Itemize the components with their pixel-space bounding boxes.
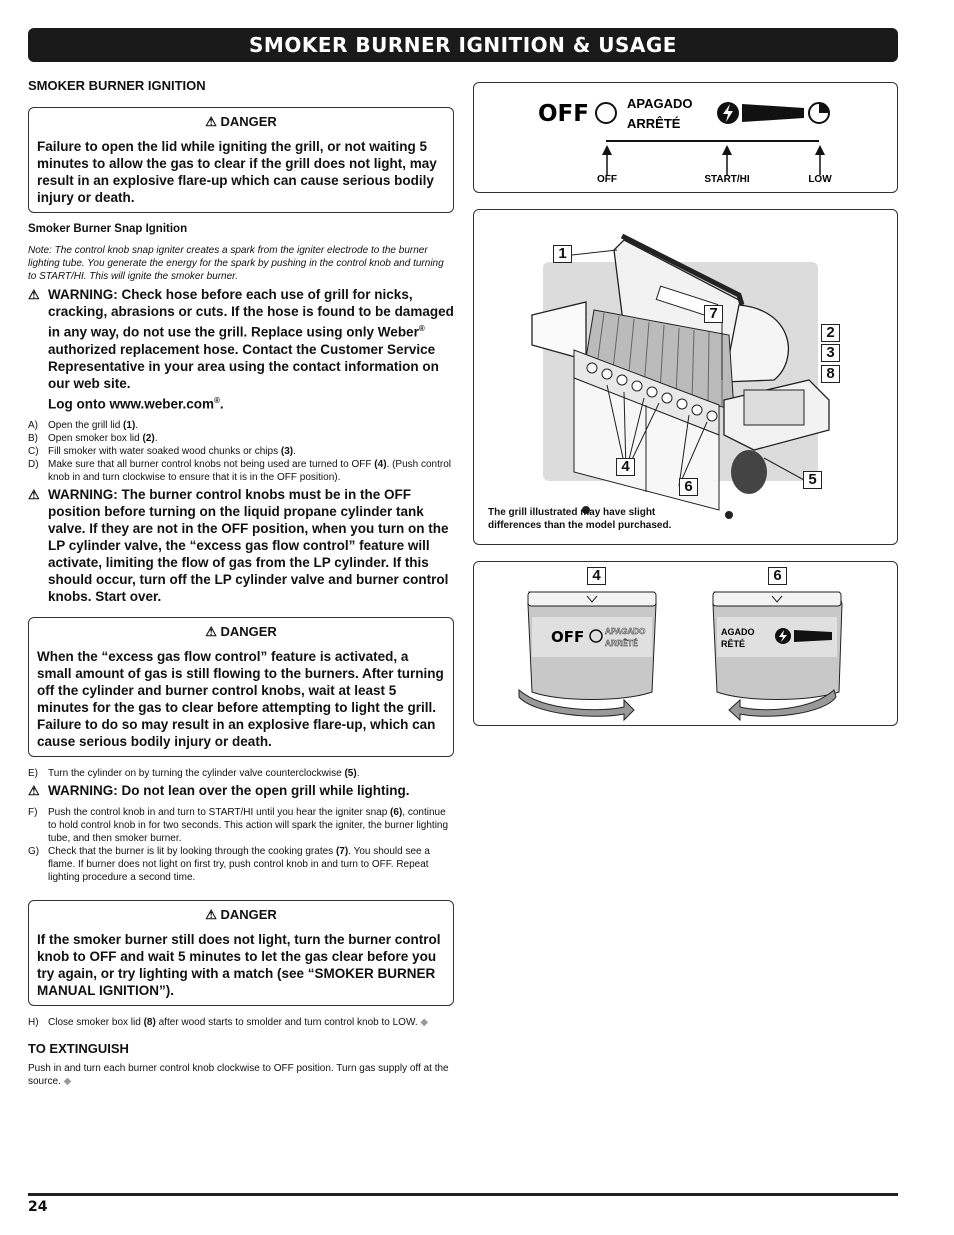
warning-triangle-icon: ⚠ <box>205 624 217 639</box>
knob-right-apagado-label: AGADO <box>721 627 755 637</box>
step-h <box>28 1016 454 1029</box>
step-ref: (1) <box>123 420 136 431</box>
smoker-box <box>744 390 804 425</box>
warning-lean <box>28 782 454 799</box>
page-number: 24 <box>28 1199 48 1215</box>
step-text-1: Make sure that all burner control knobs not being used are turned to OFF <box>48 459 375 470</box>
page-title: SMOKER BURNER IGNITION & USAGE <box>28 28 898 62</box>
knob-arrete-label: ARRÊTÉ <box>605 639 638 648</box>
low-position-label: LOW <box>808 174 832 185</box>
extinguish-title: TO EXTINGUISH <box>28 1041 129 1056</box>
step-text-2: . <box>293 446 296 457</box>
step-ref: (6) <box>390 807 403 818</box>
step-text-2: . <box>154 433 158 444</box>
extinguish-body: Push in and turn each burner control knob clockwise to OFF position. Turn gas supply off at the source. <box>28 1063 449 1087</box>
step-key: F) <box>28 807 38 818</box>
warning-triangle-icon: ⚠ <box>205 114 217 129</box>
callout-6: 6 <box>768 567 787 585</box>
step-ref: (4) <box>374 459 387 470</box>
danger-label: DANGER <box>220 624 277 639</box>
step-item <box>28 445 454 458</box>
propane-tank <box>731 450 767 494</box>
step-ref: (7) <box>335 846 349 857</box>
step-item <box>28 806 454 845</box>
callout-6: 6 <box>679 478 698 496</box>
extinguish-text <box>28 1062 454 1088</box>
warning-hose-part-a: WARNING: Check hose before each use of grill for nicks, cracking, abrasions or cuts. If the hose is found to be damaged in any way, do not use the grill. Replace using only Weber <box>48 287 454 340</box>
step-text <box>48 432 158 445</box>
step-text-1: Check that the burner is lit by looking through the cooking grates <box>48 846 336 857</box>
danger-title <box>37 114 445 130</box>
step-text-2: , continue to hold control knob in for two seconds. This action will spark the igniter, the burner lighting tube, and then smoker burner. <box>48 807 449 844</box>
steps-f-g <box>28 806 454 884</box>
step-text-2: . <box>135 420 139 431</box>
left-column <box>28 78 454 1088</box>
danger-text: When the “excess gas flow control” feature is activated, a small amount of gas is still flowing to the burners. After turning off the cylinder and burner control knobs, wait at least 5 minutes for the gas to clear before attempting to light the grill. Failure to do so may result in an explosive flare-up, which can cause serious bodily injury or death. <box>37 649 444 749</box>
grill-illustration <box>473 209 898 545</box>
step-text <box>48 458 454 484</box>
knob-apagado-label: APAGADO <box>605 627 646 636</box>
step-text-1: Open smoker box lid <box>48 433 143 444</box>
step-text-1: Close smoker box lid <box>48 1017 144 1028</box>
danger-label: DANGER <box>220 907 277 922</box>
danger-box-1 <box>28 107 454 213</box>
warning-triangle-icon: ⚠ <box>205 907 217 922</box>
steps-a-d <box>28 419 454 484</box>
apagado-label: APAGADO <box>627 96 693 111</box>
knob-off-label: OFF <box>551 628 585 646</box>
step-ref: (8) <box>143 1017 156 1028</box>
step-ref: (5) <box>344 768 357 779</box>
start-hi-position-label: START/HI <box>704 174 750 185</box>
callout-5: 5 <box>803 471 822 489</box>
knob-position-diagram <box>473 82 898 193</box>
step-text <box>48 445 296 458</box>
knob-right-arrete-label: RÊTÉ <box>721 639 746 649</box>
off-circle-icon <box>596 103 616 123</box>
step-item <box>28 458 454 484</box>
danger-text: Failure to open the lid while igniting the grill, or not waiting 5 minutes to allow the gas to clear if the grill does not light, may result in an explosive flare-up which can cause serious bodily injury or death. <box>37 139 437 205</box>
callout-4: 4 <box>587 567 606 585</box>
end-diamond-icon: ◆ <box>63 1076 72 1087</box>
danger-box-2 <box>28 617 454 757</box>
callout-8: 8 <box>821 365 840 383</box>
danger-label: DANGER <box>220 114 277 129</box>
step-text-1: Turn the cylinder on by turning the cylinder valve counterclockwise <box>48 768 345 779</box>
step-text-1: Push the control knob in and turn to START/HI until you hear the igniter snap <box>48 807 391 818</box>
arrete-label: ARRÊTÉ <box>627 116 681 131</box>
weber-site-text: Log onto www.weber.com <box>48 396 215 411</box>
step-text <box>48 767 359 780</box>
step-text <box>48 845 454 884</box>
flame-wedge-icon <box>742 104 804 122</box>
callout-7: 7 <box>704 305 723 323</box>
callout-3: 3 <box>821 344 840 362</box>
grill-caption: The grill illustrated may have slight differences than the model purchased. <box>488 507 672 531</box>
step-key: H) <box>28 1017 39 1028</box>
callout-2: 2 <box>821 324 840 342</box>
off-position-label: OFF <box>597 174 617 185</box>
danger-title <box>37 624 445 640</box>
step-key: D) <box>28 459 39 470</box>
flame-wedge-icon <box>794 630 832 642</box>
arrow-up-icon <box>602 145 612 155</box>
note-text: Note: The control knob snap igniter creates a spark from the igniter electrode to the burner lighting tube. You generate the energy for the spark by pushing in the control knob and turning to START/HI. This will ignite the smoker burner. <box>28 245 444 282</box>
step-text-2: . (Push control knob in and turn clockwise to ensure that it is in the OFF position). <box>48 459 452 483</box>
warning-lean-text: WARNING: Do not lean over the open grill while lighting. <box>48 783 410 798</box>
warning-knobs-text: WARNING: The burner control knobs must be in the OFF position before turning on the liquid propane cylinder tank valve. If they are not in the OFF position, when you turn on the LP cylinder valve, the “excess gas flow control” feature will activate, limiting the flow of gas from the LP cylinder. If this should occur, turn off the LP cylinder valve and burner control knobs. Start over. <box>48 487 449 604</box>
step-text <box>48 419 138 432</box>
step-text <box>48 806 454 845</box>
step-text-1: Fill smoker with water soaked wood chunks or chips <box>48 446 281 457</box>
callout-1: 1 <box>553 245 572 263</box>
knob-closeup-svg <box>474 562 899 727</box>
section-title: SMOKER BURNER IGNITION <box>28 78 206 93</box>
step-item <box>28 432 454 445</box>
warning-hose-part-b: authorized replacement hose. Contact the Customer Service Representative in your area using the contact information on our web site. <box>48 341 439 391</box>
step-text-2: . You should see a flame. If burner does not light on first try, push control knob in and turn to OFF. Repeat lighting procedure a second time. <box>48 846 430 883</box>
step-item <box>28 419 454 432</box>
end-diamond-icon: ◆ <box>420 1017 429 1028</box>
snap-ignition-title: Smoker Burner Snap Ignition <box>28 223 188 235</box>
warning-triangle-icon: ⚠ <box>28 783 40 798</box>
warning-triangle-icon: ⚠ <box>28 487 40 502</box>
footer-rule <box>28 1193 898 1196</box>
step-key: C) <box>28 446 39 457</box>
danger-box-3 <box>28 900 454 1006</box>
danger-text: If the smoker burner still does not light, turn the burner control knob to OFF and wait 5 minutes to let the gas clear before you try again, or try lighting with a match (see “SMOKER BURNER MANUAL IGNITION”). <box>37 932 441 998</box>
knob-closeup-diagram <box>473 561 898 726</box>
step-key: E) <box>28 768 38 779</box>
step-ref: (2) <box>142 433 155 444</box>
step-key: G) <box>28 846 40 857</box>
step-key: B) <box>28 433 38 444</box>
step-e <box>28 767 454 780</box>
knob-position-svg <box>474 83 899 194</box>
step-text-2: after wood starts to smolder and turn control knob to LOW. <box>155 1017 418 1028</box>
step-text-1: Open the grill lid <box>48 420 124 431</box>
warning-hose <box>28 286 454 412</box>
step-ref: (3) <box>280 446 294 457</box>
step-text <box>48 1016 428 1029</box>
step-key: A) <box>28 420 38 431</box>
arrow-up-icon <box>815 145 825 155</box>
step-item <box>28 845 454 884</box>
warning-knobs <box>28 486 454 605</box>
danger-title <box>37 907 445 923</box>
off-big-label: OFF <box>538 101 589 127</box>
arrow-up-icon <box>722 145 732 155</box>
step-text-2: . <box>356 768 360 779</box>
warning-triangle-icon: ⚠ <box>28 287 40 302</box>
warning-hose-text: WARNING: Check hose before each use of grill for nicks, cracking, abrasions or cuts. If the hose is found to be damaged in any way, do not use the grill. Replace using only Weber® authorized replacement hose. Contact the Customer Service Representative in your area using the contact information on our web site. Log onto www.weber.com®. <box>48 287 454 411</box>
callout-4: 4 <box>616 458 635 476</box>
